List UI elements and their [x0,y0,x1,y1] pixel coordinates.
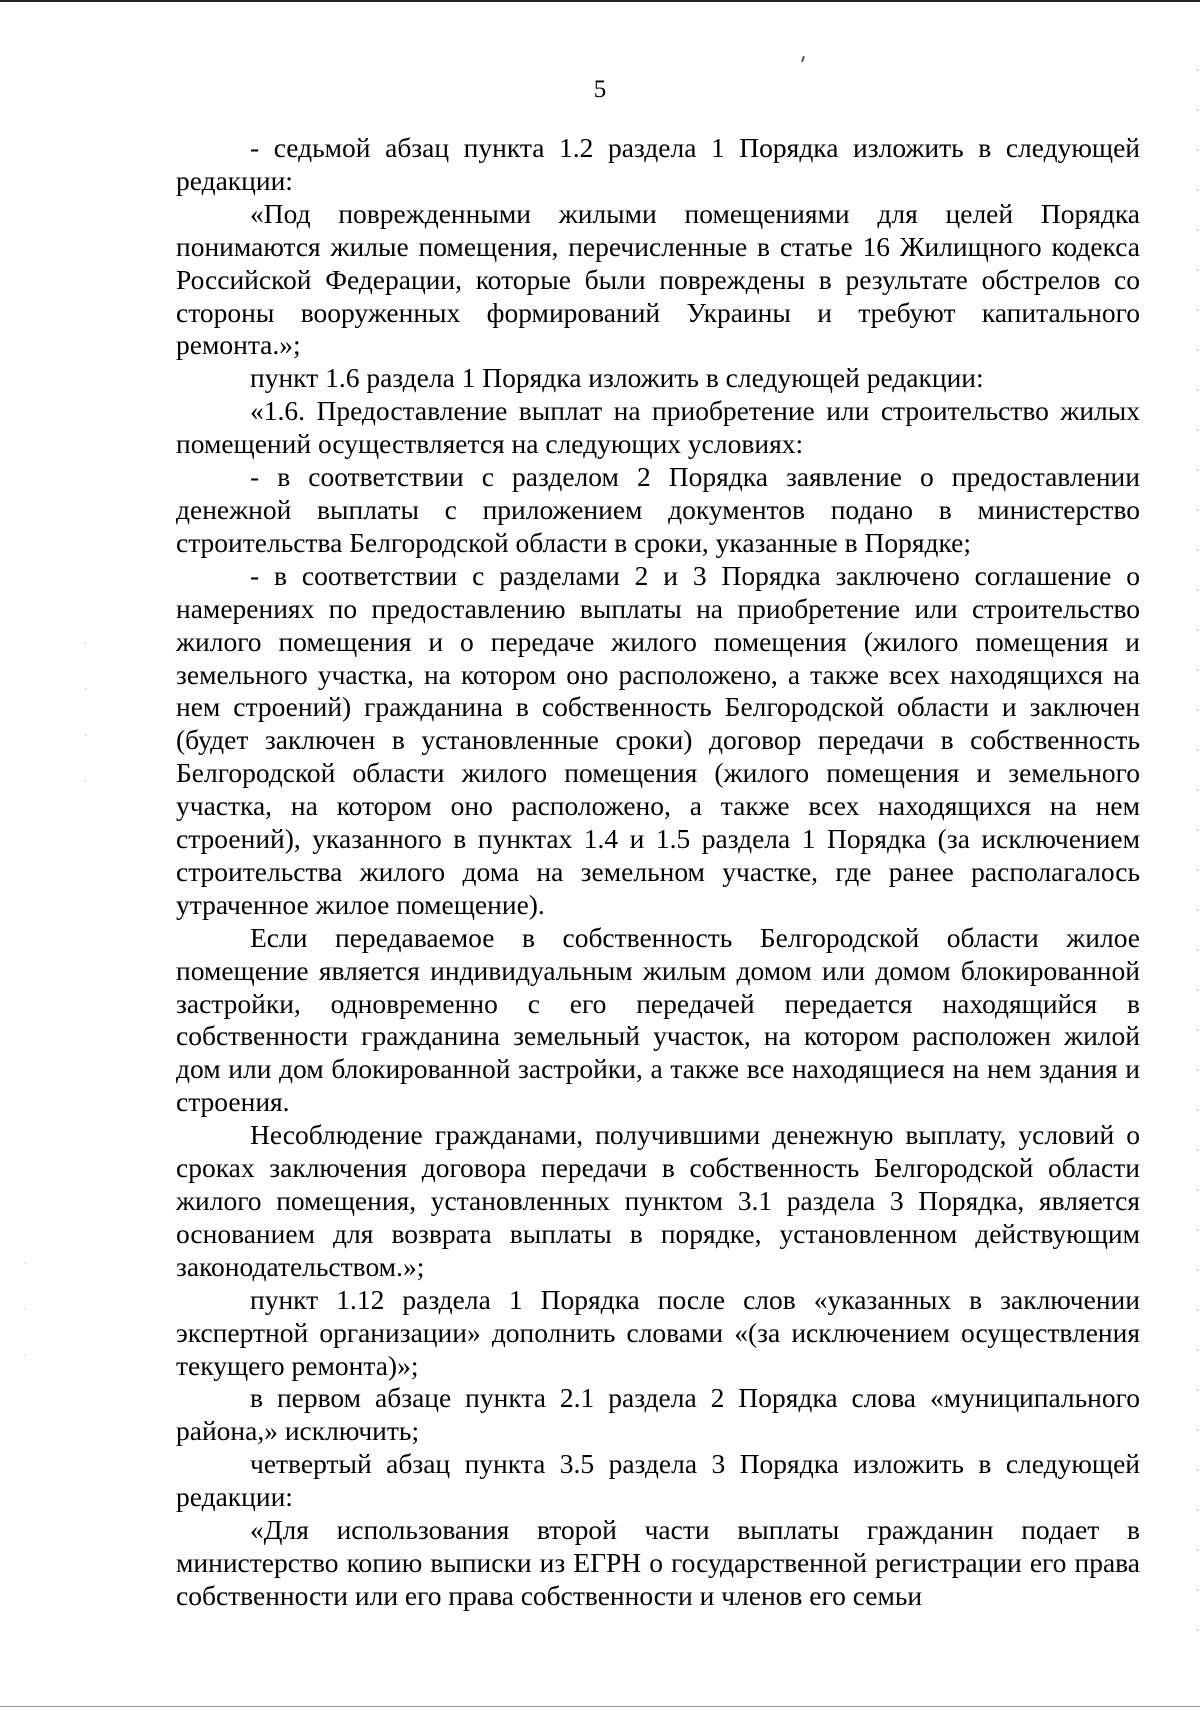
paragraph: - в соответствии с разделом 2 Порядка заявление о предоставлении денежной выплаты с приложением документов подано в министерство строительства Белгородской области в сроки, указанные в Порядке; [176,461,1140,558]
scan-bottom-edge [0,1706,1200,1707]
paragraph: Несоблюдение гражданами, получившими денежную выплату, условий о сроках заключения договора передачи в собственность Белгородской области жилого помещения, установленных пунктом 3.1 раздела 3 Порядка, является основанием для возврата выплаты в порядке, установленном действующим законодательством.»; [176,1119,1140,1282]
paragraph: пункт 1.6 раздела 1 Порядка изложить в следующей редакции: [250,362,984,394]
document-body [176,132,1140,1613]
paragraph: «Под поврежденными жилыми помещениями для целей Порядка понимаются жилые помещения, перечисленные в статье 16 Жилищного кодекса Российской Федерации, которые были повреждены в результате обстрелов со стороны вооруженных формирований Украины и требуют капитального ремонта.»; [176,197,1140,361]
scan-artifact [84,620,87,820]
page-number: 5 [593,76,607,103]
paragraph: - седьмой абзац пункта 1.2 раздела 1 Порядка изложить в следующей редакции: [176,132,1140,196]
paragraph: - в соответствии с разделами 2 и 3 Порядка заключено соглашение о намерениях по предоставлению выплаты на приобретение или строительство жилого помещения и о передаче жилого помещения (жилого помещения и земельного участка, на котором оно расположено, а также всех находящихся на нем строений) гражданина в собственность Белгородской области и заключен (будет заключен в установленные сроки) договор передачи в собственность Белгородской области жилого помещения (жилого помещения и земельного участка, на котором оно расположено, а также всех находящихся на нем строений), указанного в пунктах 1.4 и 1.5 раздела 1 Порядка (за исключением строительства жилого дома на земельном участке, где ранее располагалось утраченное жилое помещение). [176,559,1140,920]
paragraph: четвертый абзац пункта 3.5 раздела 3 Порядка изложить в следующей редакции: [176,1448,1140,1513]
paragraph: пункт 1.12 раздела 1 Порядка после слов «указанных в заключении экспертной организации» дополнить словами «(за исключением осуществления текущего ремонта)»; [176,1283,1140,1381]
paragraph: Если передаваемое в собственность Белгородской области жилое помещение является индивидуальным жилым домом или домом блокированной застройки, одновременно с его передачей передается находящийся в собственности гражданина земельный участок, на котором расположен жилой дом или дом блокированной застройки, а также все находящиеся на нем здания и строения. [176,921,1140,1118]
scan-artifact [24,1240,27,1400]
scan-artifact [801,56,805,62]
paragraph: в первом абзаце пункта 2.1 раздела 2 Порядка слова «муниципального района,» исключить; [176,1382,1140,1447]
scan-artifact [1196,50,1199,1650]
paragraph: «Для использования второй части выплаты гражданин подает в министерство копию выписки из ЕГРН о государственной регистрации его права собственности или его права собственности и членов его семьи [176,1514,1140,1611]
scan-top-edge [0,0,1200,2]
paragraph: «1.6. Предоставление выплат на приобретение или строительство жилых помещений осуществляется на следующих условиях: [176,395,1140,460]
